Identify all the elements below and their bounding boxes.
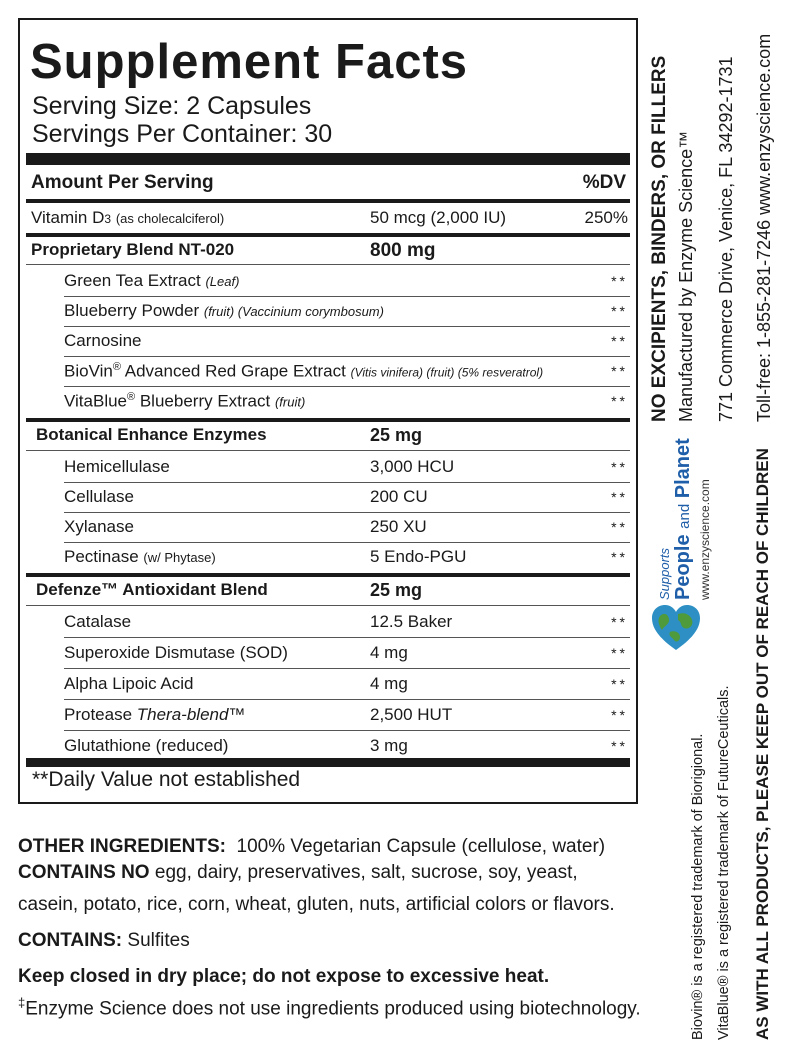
ingredient-row: Glutathione (reduced) 3 mg **: [64, 736, 628, 755]
ingredient-row: Hemicellulase 3,000 HCU **: [64, 457, 628, 476]
dv-header: %DV: [582, 172, 626, 193]
vitablue-trademark: VitaBlue® is a registered trademark of FutureCeuticals.: [716, 685, 732, 1040]
serving-size: Serving Size: 2 Capsules: [32, 92, 312, 120]
servings-per-container: Servings Per Container: 30: [32, 120, 333, 148]
contains: CONTAINS: Sulfites: [18, 930, 190, 951]
row-divider: [64, 668, 630, 669]
ingredient-row: Pectinase (w/ Phytase) 5 Endo-PGU **: [64, 547, 628, 566]
ingredient-row: Alpha Lipoic Acid 4 mg **: [64, 674, 628, 693]
contains-no: CONTAINS NO egg, dairy, preservatives, salt, sucrose, soy, yeast,: [18, 862, 578, 883]
ingredient-row: Catalase 12.5 Baker **: [64, 612, 628, 631]
no-fillers-claim: NO EXCIPIENTS, BINDERS, OR FILLERS: [649, 55, 670, 422]
blend-row-botanical: Botanical Enhance Enzymes 25 mg: [36, 425, 423, 445]
blend-row-defenze: Defenze™ Antioxidant Blend 25 mg: [36, 580, 423, 600]
row-divider: [26, 264, 630, 265]
dv-footnote: **Daily Value not established: [32, 768, 301, 791]
amount-per-serving-header: Amount Per Serving: [31, 172, 214, 193]
storage-instructions: Keep closed in dry place; do not expose to excessive heat.: [18, 966, 550, 987]
other-ingredients: OTHER INGREDIENTS: 100% Vegetarian Capsule (cellulose, water): [18, 836, 606, 857]
people-and-planet: People and Planet: [672, 438, 694, 600]
divider-thick: [26, 153, 630, 165]
toll-free-and-website: Toll-free: 1-855-281-7246 www.enzyscience.com: [754, 33, 774, 422]
supports-label: Supports: [657, 547, 672, 600]
row-divider: [64, 699, 630, 700]
ingredient-row: Green Tea Extract (Leaf) **: [64, 271, 628, 290]
divider-thick: [26, 758, 630, 767]
biotech-note: ‡Enzyme Science does not use ingredients produced using biotechnology.: [18, 995, 641, 1020]
ingredient-row: Xylanase 250 XU **: [64, 517, 628, 536]
facts-title: Supplement Facts: [30, 35, 469, 89]
row-divider: [26, 450, 630, 451]
logo-website: www.enzyscience.com: [698, 479, 712, 600]
heart-globe-icon: [650, 602, 702, 654]
ingredient-row: Superoxide Dismutase (SOD) 4 mg **: [64, 643, 628, 662]
children-warning: AS WITH ALL PRODUCTS, PLEASE KEEP OUT OF REACH OF CHILDREN: [753, 448, 772, 1040]
contains-no-continued: casein, potato, rice, corn, wheat, gluten, nuts, artificial colors or flavors.: [18, 894, 615, 915]
manufacturer: Manufactured by Enzyme Science™: [676, 130, 696, 422]
row-divider: [26, 605, 630, 606]
ingredient-row: Blueberry Powder (fruit) (Vaccinium corymbosum) **: [64, 301, 628, 320]
row-divider: [64, 637, 630, 638]
divider-mid: [26, 199, 630, 203]
ingredient-row: VitaBlue® Blueberry Extract (fruit) **: [64, 391, 628, 411]
supplement-facts-panel: [18, 18, 638, 804]
row-divider: [64, 730, 630, 731]
blend-row-proprietary: Proprietary Blend NT-020 800 mg: [31, 240, 436, 261]
ingredient-row: Protease Thera-blend™ 2,500 HUT **: [64, 705, 628, 724]
ingredient-row: Cellulase 200 CU **: [64, 487, 628, 506]
biovin-trademark: Biovin® is a registered trademark of Biorigional.: [690, 733, 706, 1040]
ingredient-row: BioVin® Advanced Red Grape Extract (Vitis vinifera) (fruit) (5% resveratrol) **: [64, 361, 628, 381]
ingredient-row: Carnosine **: [64, 331, 628, 350]
nutrient-row-vitamin-d: Vitamin D3 (as cholecalciferol) 50 mcg (2,000 IU) 250%: [31, 208, 628, 227]
address: 771 Commerce Drive, Venice, FL 34292-1731: [716, 56, 736, 422]
